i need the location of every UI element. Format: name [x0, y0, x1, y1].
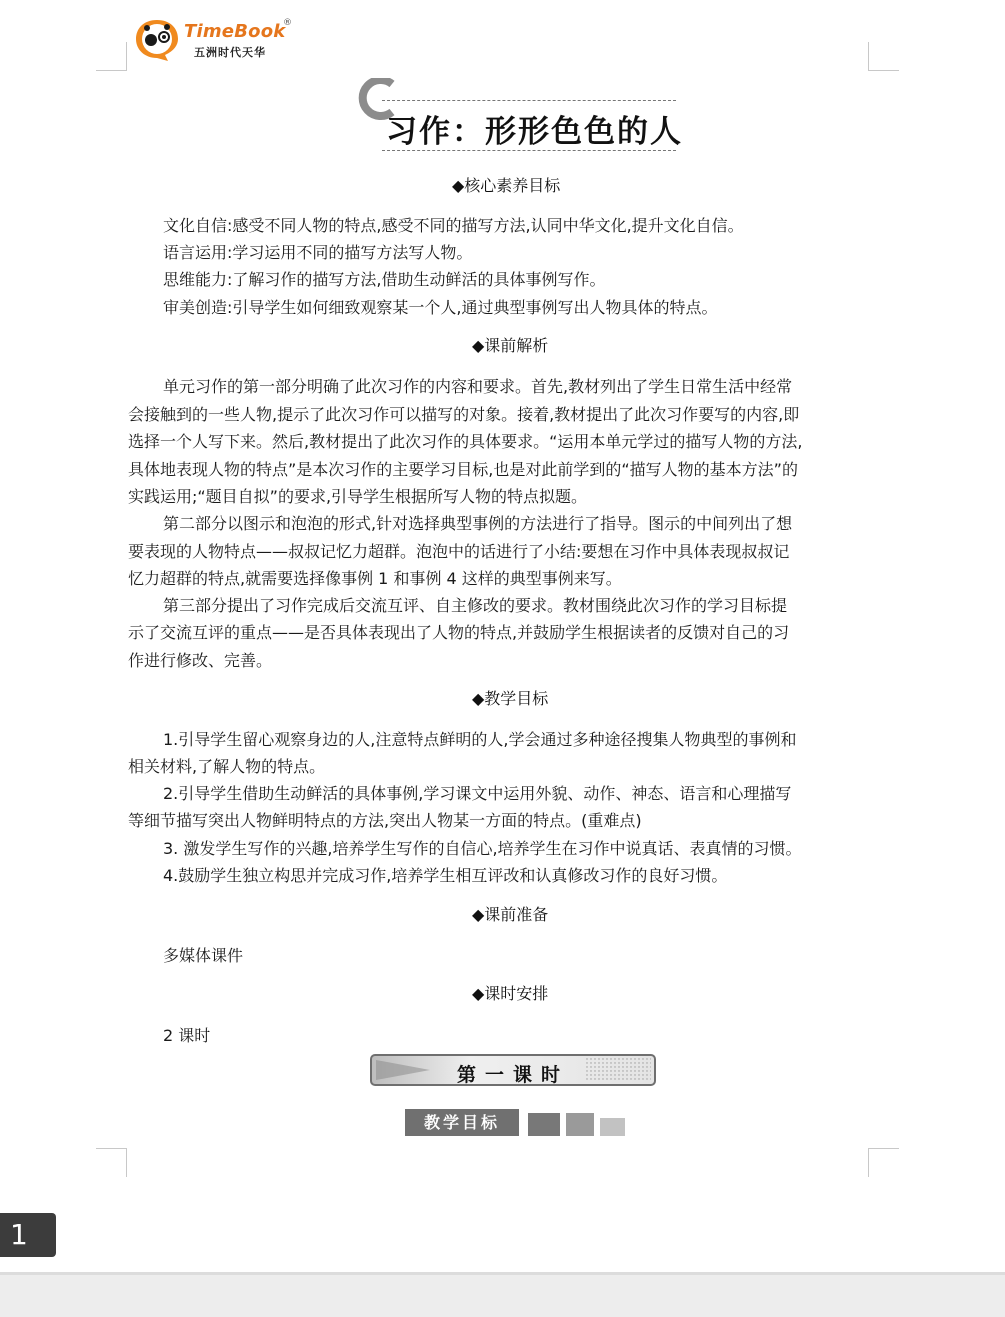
goal-line: 1.引导学生留心观察身边的人,注意特点鲜明的人,学会通过多种途径搜集人物典型的事例和	[163, 730, 797, 749]
goal-line: 相关材料,了解人物的特点。	[128, 757, 326, 776]
core-line: 思维能力:了解习作的描写方法,借助生动鲜活的具体事例写作。	[163, 270, 606, 289]
crop-mark	[868, 42, 899, 71]
goal-line: 3. 激发学生写作的兴趣,培养学生写作的自信心,培养学生在习作中说真话、表真情的习惯。	[163, 839, 802, 858]
goal-line: 2.引导学生借助生动鲜活的具体事例,学习课文中运用外貌、动作、神态、语言和心理描写	[163, 784, 792, 803]
section-heading-schedule: ◆课时安排	[472, 984, 549, 1003]
core-line: 文化自信:感受不同人物的特点,感受不同的描写方法,认同中华文化,提升文化自信。	[163, 216, 744, 235]
page-title-block	[352, 78, 682, 154]
bottom-bar	[0, 1272, 1005, 1317]
section-heading-core: ◆核心素养目标	[452, 176, 561, 195]
publisher-logo	[134, 18, 304, 64]
lesson-banner-text: 第一课时	[456, 1064, 569, 1086]
goal-line: 4.鼓励学生独立构思并完成习作,培养学生相互评改和认真修改习作的良好习惯。	[163, 866, 728, 885]
bottom-divider	[0, 1272, 1005, 1275]
core-line: 审美创造:引导学生如何细致观察某一个人,通过典型事例写出人物具体的特点。	[163, 298, 718, 317]
analysis-line: 忆力超群的特点,就需要选择像事例 1 和事例 4 这样的典型事例来写。	[128, 569, 622, 588]
analysis-line: 第二部分以图示和泡泡的形式,针对选择典型事例的方法进行了指导。图示的中间列出了想	[163, 514, 793, 533]
section-heading-prep: ◆课前准备	[472, 905, 549, 924]
page-title: 习作：形形色色的人	[386, 114, 683, 150]
decorative-square	[566, 1113, 594, 1136]
decorative-square	[600, 1118, 625, 1136]
title-rule-top	[382, 100, 676, 101]
analysis-line: 作进行修改、完善。	[128, 651, 273, 670]
title-rule-bottom	[382, 150, 676, 151]
analysis-line: 示了交流互评的重点——是否具体表现出了人物的特点,并鼓励学生根据读者的反馈对自己的习	[128, 623, 790, 642]
decorative-square	[528, 1113, 560, 1136]
logo-brand: TimeBook	[184, 21, 286, 42]
section-heading-analysis: ◆课前解析	[472, 336, 549, 355]
analysis-line: 选择一个人写下来。然后,教材提出了此次习作的具体要求。“运用本单元学过的描写人物的方法,	[128, 432, 803, 451]
analysis-line: 会接触到的一些人物,提示了此次习作可以描写的对象。接着,教材提出了此次习作要写的内容,即	[128, 405, 800, 424]
core-line: 语言运用:学习运用不同的描写方法写人物。	[163, 243, 473, 262]
prep-line: 多媒体课件	[163, 946, 244, 965]
analysis-line: 单元习作的第一部分明确了此次习作的内容和要求。首先,教材列出了学生日常生活中经常	[163, 377, 793, 396]
teaching-goal-tab: 教学目标	[405, 1109, 519, 1136]
logo-registered-mark: ®	[283, 18, 292, 28]
logo-subtitle: 五洲时代天华	[194, 46, 266, 59]
schedule-line: 2 课时	[163, 1026, 211, 1045]
analysis-line: 实践运用;“题目自拟”的要求,引导学生根据所写人物的特点拟题。	[128, 487, 588, 506]
crop-mark	[96, 42, 127, 71]
goal-line: 等细节描写突出人物鲜明特点的方法,突出人物某一方面的特点。(重难点)	[128, 811, 642, 830]
crop-mark	[868, 1148, 899, 1177]
crop-mark	[96, 1148, 127, 1177]
page-number-badge: 1	[0, 1213, 56, 1257]
lesson-banner	[370, 1054, 656, 1086]
analysis-line: 第三部分提出了习作完成后交流互评、自主修改的要求。教材围绕此次习作的学习目标提	[163, 596, 788, 615]
section-heading-goals: ◆教学目标	[472, 689, 549, 708]
timebook-mascot-icon	[134, 18, 180, 62]
analysis-line: 要表现的人物特点——叔叔记忆力超群。泡泡中的话进行了小结:要想在习作中具体表现叔叔记	[128, 542, 790, 561]
analysis-line: 具体地表现人物的特点”是本次习作的主要学习目标,也是对此前学到的“描写人物的基本方法”的	[128, 460, 798, 479]
